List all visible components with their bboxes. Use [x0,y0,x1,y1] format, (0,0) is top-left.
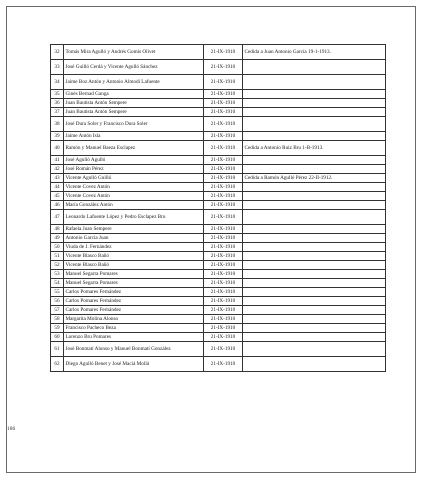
table-row [51,60,386,75]
note-cell [243,243,386,252]
row-number-cell: 56 [51,297,64,306]
holder-name-cell: Vicente Agulló Guilló [64,174,204,183]
date-cell: 21-IX-1910 [204,45,243,60]
row-number-cell: 41 [51,156,64,165]
note-cell: Cedida a Antonio Ruiz Bru 1-B-1913. [243,141,386,156]
table-row [51,234,386,243]
holder-name-cell: Carlos Pomares Fernández [64,306,204,315]
row-number-cell: 61 [51,342,64,357]
date-cell: 21-IX-1910 [204,192,243,201]
table-row [51,306,386,315]
row-number-cell: 46 [51,201,64,210]
date-cell: 21-IX-1910 [204,270,243,279]
table-row [51,183,386,192]
row-number-cell: 40 [51,141,64,156]
date-cell: 21-IX-1910 [204,117,243,132]
holder-name-cell: José Román Pérez [64,165,204,174]
row-number-cell: 39 [51,132,64,141]
row-number-cell: 37 [51,108,64,117]
table-row [51,288,386,297]
row-number-cell: 59 [51,324,64,333]
note-cell [243,60,386,75]
holder-name-cell: José Bonmatí Alonso y Manuel Bonmatí González [64,342,204,357]
row-number-cell: 47 [51,210,64,225]
table-row [51,165,386,174]
row-number-cell: 55 [51,288,64,297]
page-number: 186 [7,426,16,432]
note-cell [243,201,386,210]
note-cell [243,75,386,90]
date-cell: 21-IX-1910 [204,165,243,174]
row-number-cell: 62 [51,357,64,372]
table-row [51,324,386,333]
note-cell [243,132,386,141]
table-row [51,297,386,306]
note-cell [243,288,386,297]
holder-name-cell: Francisco Pacheco Beza [64,324,204,333]
row-number-cell: 58 [51,315,64,324]
note-cell [243,192,386,201]
holder-name-cell: Vicente Blasco Bañó [64,261,204,270]
note-cell [243,270,386,279]
date-cell: 21-IX-1910 [204,201,243,210]
row-number-cell: 60 [51,333,64,342]
holder-name-cell: Rafaela Juan Sempere [64,225,204,234]
date-cell: 21-IX-1910 [204,357,243,372]
table-row [51,132,386,141]
date-cell: 21-IX-1910 [204,174,243,183]
table-row [51,252,386,261]
holder-name-cell: Vicente Blasco Bañó [64,252,204,261]
date-cell: 21-IX-1910 [204,243,243,252]
row-number-cell: 54 [51,279,64,288]
date-cell: 21-IX-1910 [204,141,243,156]
holder-name-cell: Ginés Bernad Ganga [64,90,204,99]
holder-name-cell: Juan Bautista Antón Sempere [64,99,204,108]
table-row [51,75,386,90]
note-cell [243,252,386,261]
registry-table-body [51,45,386,372]
holder-name-cell: Manuel Segarra Pomares [64,270,204,279]
note-cell [243,279,386,288]
row-number-cell: 49 [51,234,64,243]
date-cell: 21-IX-1910 [204,315,243,324]
date-cell: 21-IX-1910 [204,210,243,225]
table-row [51,342,386,357]
note-cell [243,357,386,372]
holder-name-cell: Tomás Mira Agulló y Andrés Gomis Olivet [64,45,204,60]
holder-name-cell: Viuda de J. Fernández [64,243,204,252]
note-cell [243,261,386,270]
date-cell: 21-IX-1910 [204,297,243,306]
table-row [51,261,386,270]
row-number-cell: 33 [51,60,64,75]
holder-name-cell: Vicente Covez Antón [64,183,204,192]
date-cell: 21-IX-1910 [204,60,243,75]
date-cell: 21-IX-1910 [204,99,243,108]
note-cell: Cedida a Juan Antonio García 19-1-1913. [243,45,386,60]
note-cell [243,108,386,117]
row-number-cell: 51 [51,252,64,261]
note-cell [243,324,386,333]
table-row [51,201,386,210]
row-number-cell: 57 [51,306,64,315]
date-cell: 21-IX-1910 [204,225,243,234]
holder-name-cell: Antonio García Juan [64,234,204,243]
note-cell [243,297,386,306]
holder-name-cell: Manuel Segarra Pomares [64,279,204,288]
row-number-cell: 38 [51,117,64,132]
note-cell [243,306,386,315]
row-number-cell: 48 [51,225,64,234]
holder-name-cell: Ramón y Manuel Baeza Esclapez [64,141,204,156]
table-row [51,99,386,108]
table-row [51,225,386,234]
row-number-cell: 52 [51,261,64,270]
date-cell: 21-IX-1910 [204,183,243,192]
date-cell: 21-IX-1910 [204,108,243,117]
table-row [51,270,386,279]
holder-name-cell: Margarita Molina Alonso [64,315,204,324]
row-number-cell: 44 [51,183,64,192]
table-row [51,90,386,99]
date-cell: 21-IX-1910 [204,279,243,288]
holder-name-cell: Leonardo Lafuente López y Pedro Esclapez Bru [64,210,204,225]
date-cell: 21-IX-1910 [204,342,243,357]
note-cell [243,165,386,174]
holder-name-cell: Carlos Pomares Fernández [64,288,204,297]
note-cell [243,117,386,132]
table-row [51,108,386,117]
holder-name-cell: Carlos Pomares Fernández [64,297,204,306]
table-row [51,315,386,324]
date-cell: 21-IX-1910 [204,90,243,99]
note-cell: Cedida a Ramón Agulló Pérez 22-II-1912. [243,174,386,183]
table-row [51,156,386,165]
note-cell [243,342,386,357]
table-row [51,333,386,342]
date-cell: 21-IX-1910 [204,333,243,342]
holder-name-cell: Vicente Covez Antón [64,192,204,201]
row-number-cell: 32 [51,45,64,60]
date-cell: 21-IX-1910 [204,252,243,261]
date-cell: 21-IX-1910 [204,324,243,333]
row-number-cell: 43 [51,174,64,183]
table-row [51,210,386,225]
date-cell: 21-IX-1910 [204,306,243,315]
row-number-cell: 34 [51,75,64,90]
table-row [51,117,386,132]
table-row [51,357,386,372]
table-row [51,141,386,156]
date-cell: 21-IX-1910 [204,75,243,90]
holder-name-cell: Jaime Antón Isla [64,132,204,141]
note-cell [243,225,386,234]
holder-name-cell: Diego Agulló Benet y José Maciá Mollá [64,357,204,372]
date-cell: 21-IX-1910 [204,132,243,141]
note-cell [243,234,386,243]
row-number-cell: 42 [51,165,64,174]
note-cell [243,210,386,225]
row-number-cell: 35 [51,90,64,99]
note-cell [243,315,386,324]
note-cell [243,90,386,99]
table-row [51,243,386,252]
date-cell: 21-IX-1910 [204,261,243,270]
holder-name-cell: José Agulló Agulló [64,156,204,165]
holder-name-cell: José Guilló Cerdá y Vicente Agulló Sánchez [64,60,204,75]
holder-name-cell: José Dura Soler y Francisco Dura Soler [64,117,204,132]
table-row [51,45,386,60]
row-number-cell: 36 [51,99,64,108]
note-cell [243,183,386,192]
row-number-cell: 50 [51,243,64,252]
holder-name-cell: María González Antón [64,201,204,210]
table-row [51,279,386,288]
row-number-cell: 53 [51,270,64,279]
table-row [51,192,386,201]
table-row [51,174,386,183]
date-cell: 21-IX-1910 [204,288,243,297]
date-cell: 21-IX-1910 [204,156,243,165]
holder-name-cell: Lorenzo Bru Pomares [64,333,204,342]
note-cell [243,156,386,165]
note-cell [243,333,386,342]
row-number-cell: 45 [51,192,64,201]
registry-table [50,44,386,372]
date-cell: 21-IX-1910 [204,234,243,243]
holder-name-cell: Jaime Boz Antón y Antonio Almodí Lafuente [64,75,204,90]
holder-name-cell: Juan Bautista Antón Sempere [64,108,204,117]
note-cell [243,99,386,108]
